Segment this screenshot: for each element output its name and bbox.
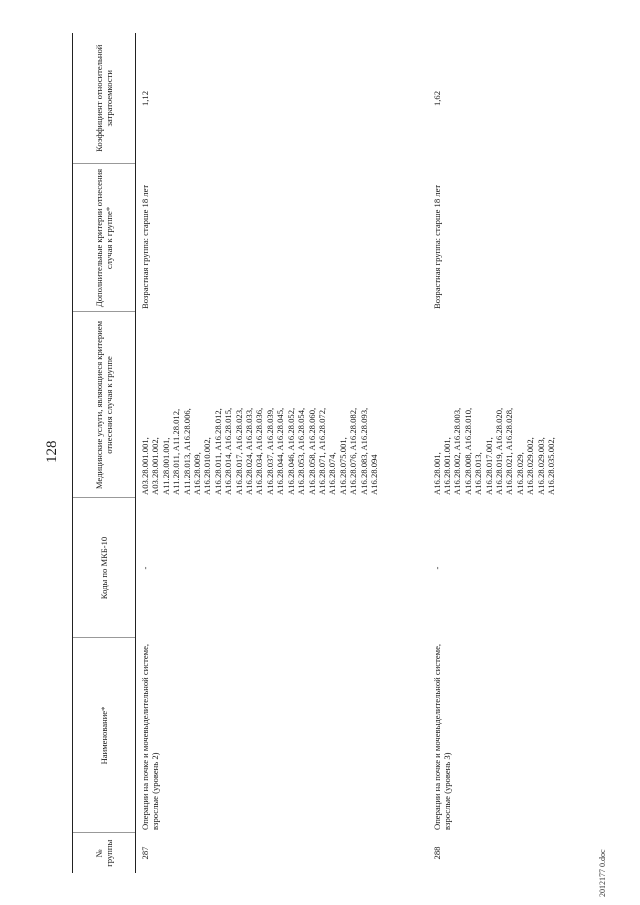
service-code-line: A16.28.058, A16.28.060, <box>306 407 317 495</box>
service-code-line: A03.28.001.001, <box>140 437 150 495</box>
service-code-line: A16.28.024, A16.28.033, <box>244 407 255 495</box>
service-code-line: A16.28.009, <box>192 452 203 495</box>
table-row <box>136 33 428 873</box>
service-code-line: A16.28.008, A16.28.010, <box>462 407 473 495</box>
service-codes <box>428 312 557 498</box>
cost-coefficient: 1,62 <box>431 90 442 107</box>
service-code-line: A16.28.002, A16.28.003, <box>452 407 463 495</box>
group-name: Операции на почке и мочевыделительной системе, взрослые (уровень 3) <box>431 643 452 830</box>
service-code-line: A16.28.044, A16.28.045, <box>275 407 286 495</box>
service-code-line: A16.28.083, A16.28.093, <box>358 407 369 495</box>
table-header-row <box>73 33 136 873</box>
service-code-line: A16.28.013, <box>473 452 484 495</box>
service-code-line: A11.28.011, A11.28.012, <box>171 408 182 495</box>
header-mkb: Коды по МКБ-10 <box>73 498 136 638</box>
header-criteria: Дополнительные критерии отнесения случая к группе* <box>73 164 136 312</box>
service-code-line: A16.28.017, A16.28.023, <box>233 407 244 495</box>
service-code-line: A16.28.094 <box>368 454 379 495</box>
service-code-line: A11.28.013, A16.28.006, <box>181 408 192 495</box>
service-code-line: A16.28.074, <box>327 452 338 495</box>
mkb-codes: - <box>140 566 150 570</box>
extra-criteria: Возрастная группа: старше 18 лет <box>431 184 442 309</box>
service-code-line: A16.28.001.001, <box>441 437 452 495</box>
ksg-table <box>72 33 556 873</box>
service-code-line: A16.28.075.001, <box>337 437 348 495</box>
service-code-line: A16.28.011, A16.28.012, <box>212 408 223 495</box>
document-footer: 2012177 0.doc <box>598 849 607 897</box>
service-code-line: A16.28.029, <box>514 452 525 495</box>
service-code-line: A16.28.017.001, <box>483 437 494 495</box>
service-code-line: A11.28.001.001, <box>160 437 171 495</box>
page-number: 128 <box>44 440 60 463</box>
service-codes <box>136 312 428 498</box>
service-code-line: A16.28.046, A16.28.052, <box>285 407 296 495</box>
service-code-line: A16.28.010.002, <box>202 437 213 495</box>
service-code-line: A16.28.029.003, <box>535 437 546 495</box>
service-code-line: A16.28.071, A16.28.072, <box>316 407 327 495</box>
cost-coefficient: 1,12 <box>140 90 150 107</box>
service-code-line: A16.28.034, A16.28.036, <box>254 407 265 495</box>
service-code-line: A16.28.053, A16.28.054, <box>296 407 307 495</box>
header-name: Наименование* <box>73 638 136 833</box>
header-services: Медицинские услуги, являющиеся критерием отнесения случая к группе <box>73 312 136 498</box>
service-code-line: A16.28.021, A16.28.028, <box>504 407 515 495</box>
group-name: Операции на почке и мочевыделительной системе, взрослые (уровень 2) <box>140 643 161 830</box>
service-code-line: A16.28.019, A16.28.020, <box>493 407 504 495</box>
mkb-codes: - <box>431 566 442 570</box>
service-code-line: A16.28.037, A16.28.039, <box>264 407 275 495</box>
service-code-line: A16.28.029.002, <box>525 437 536 495</box>
extra-criteria: Возрастная группа: старше 18 лет <box>140 184 150 309</box>
group-number: 288 <box>431 846 442 860</box>
service-code-line: A16.28.035.002, <box>545 437 556 495</box>
service-code-line: A16.28.001, <box>431 452 442 495</box>
header-coef: Коэффициент относительной затратоемкости <box>73 33 136 164</box>
header-num: № группы <box>73 833 136 873</box>
service-code-line: A03.28.001.002, <box>150 437 161 495</box>
group-number: 287 <box>140 846 150 860</box>
service-code-line: A16.28.076, A16.28.082, <box>348 407 359 495</box>
table-row <box>428 33 557 873</box>
service-code-line: A16.28.014, A16.28.015, <box>223 407 234 495</box>
